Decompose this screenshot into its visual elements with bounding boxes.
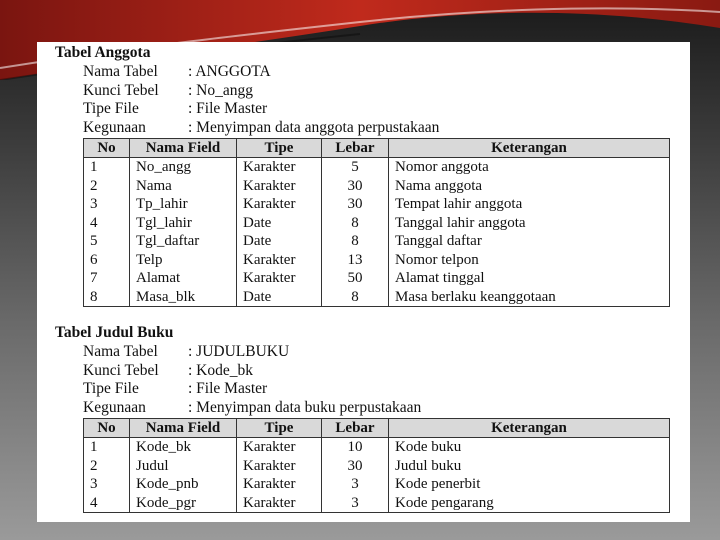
meta-row bbox=[83, 100, 683, 119]
meta-key: Nama Tabel bbox=[83, 343, 158, 360]
table-cell: 1 bbox=[84, 438, 130, 457]
table-cell: 3 bbox=[322, 494, 389, 513]
meta-value: : Menyimpan data anggota perpustakaan bbox=[188, 118, 440, 136]
table-cell: Judul buku bbox=[389, 457, 670, 476]
meta-row bbox=[83, 380, 683, 399]
table-cell: Nama anggota bbox=[389, 177, 670, 196]
table-cell: 1 bbox=[84, 158, 130, 177]
table-row bbox=[84, 177, 670, 196]
document-page bbox=[37, 42, 690, 522]
table-cell: Tp_lahir bbox=[130, 195, 237, 214]
meta-row bbox=[83, 63, 683, 82]
table-cell: Telp bbox=[130, 251, 237, 270]
table-cell: 6 bbox=[84, 251, 130, 270]
meta-value: : File Master bbox=[188, 100, 268, 117]
table-cell: Karakter bbox=[237, 494, 322, 513]
column-header: Lebar bbox=[322, 419, 389, 438]
table-cell: 3 bbox=[84, 195, 130, 214]
meta-row bbox=[83, 362, 683, 381]
table-cell: Karakter bbox=[237, 158, 322, 177]
table-cell: 3 bbox=[84, 475, 130, 494]
meta-key: Kunci Tebel bbox=[83, 81, 159, 99]
table-row bbox=[84, 232, 670, 251]
table-cell: 2 bbox=[84, 177, 130, 196]
table-cell: Karakter bbox=[237, 251, 322, 270]
table-cell: Karakter bbox=[237, 177, 322, 196]
table-cell: Karakter bbox=[237, 438, 322, 457]
meta-key: Kegunaan bbox=[83, 398, 146, 416]
table-row bbox=[84, 158, 670, 177]
column-header: Nama Field bbox=[130, 419, 237, 438]
table2-meta bbox=[83, 343, 683, 417]
table-cell: 2 bbox=[84, 457, 130, 476]
table-cell: Karakter bbox=[237, 269, 322, 288]
table-cell: Kode_bk bbox=[130, 438, 237, 457]
table-cell: 4 bbox=[84, 214, 130, 233]
table-row bbox=[84, 214, 670, 233]
table-cell: 30 bbox=[322, 457, 389, 476]
column-header: Tipe bbox=[237, 419, 322, 438]
table-header-row bbox=[84, 419, 670, 438]
table-cell: Karakter bbox=[237, 475, 322, 494]
table-cell: 7 bbox=[84, 269, 130, 288]
meta-key: Tipe File bbox=[83, 100, 139, 117]
table-cell: Alamat bbox=[130, 269, 237, 288]
table-cell: 8 bbox=[84, 288, 130, 307]
table-cell: 5 bbox=[84, 232, 130, 251]
meta-key: Kunci Tebel bbox=[83, 361, 159, 379]
table-row bbox=[84, 494, 670, 513]
table-cell: No_angg bbox=[130, 158, 237, 177]
table-cell: 4 bbox=[84, 494, 130, 513]
table-cell: Date bbox=[237, 214, 322, 233]
meta-key: Tipe File bbox=[83, 380, 139, 397]
table-cell: Kode buku bbox=[389, 438, 670, 457]
table-cell: Nomor telpon bbox=[389, 251, 670, 270]
table-cell: Kode_pnb bbox=[130, 475, 237, 494]
table-row bbox=[84, 195, 670, 214]
table-cell: Masa berlaku keanggotaan bbox=[389, 288, 670, 307]
table-row bbox=[84, 288, 670, 307]
column-header: Keterangan bbox=[389, 139, 670, 158]
meta-row bbox=[83, 399, 683, 418]
column-header: Lebar bbox=[322, 139, 389, 158]
table-row bbox=[84, 251, 670, 270]
table-cell: 8 bbox=[322, 232, 389, 251]
table-cell: Tgl_daftar bbox=[130, 232, 237, 251]
column-header: No bbox=[84, 139, 130, 158]
table-cell: Date bbox=[237, 288, 322, 307]
meta-row bbox=[83, 343, 683, 362]
table-cell: 5 bbox=[322, 158, 389, 177]
meta-row bbox=[83, 82, 683, 101]
column-header: Keterangan bbox=[389, 419, 670, 438]
column-header: Nama Field bbox=[130, 139, 237, 158]
table-cell: Judul bbox=[130, 457, 237, 476]
table-cell: Kode penerbit bbox=[389, 475, 670, 494]
table-cell: 8 bbox=[322, 214, 389, 233]
table-cell: 13 bbox=[322, 251, 389, 270]
column-header: Tipe bbox=[237, 139, 322, 158]
table-row bbox=[84, 457, 670, 476]
table-cell: 50 bbox=[322, 269, 389, 288]
meta-key: Nama Tabel bbox=[83, 63, 158, 80]
meta-value: : File Master bbox=[188, 380, 268, 397]
meta-value: : No_angg bbox=[188, 81, 254, 99]
table-cell: Karakter bbox=[237, 195, 322, 214]
table-cell: Alamat tinggal bbox=[389, 269, 670, 288]
table2-title: Tabel Judul Buku bbox=[55, 324, 174, 341]
table1-title: Tabel Anggota bbox=[55, 44, 151, 61]
table-header-row bbox=[84, 139, 670, 158]
table-cell: Masa_blk bbox=[130, 288, 237, 307]
meta-value: : Menyimpan data buku perpustakaan bbox=[188, 398, 422, 416]
table-cell: Nama bbox=[130, 177, 237, 196]
meta-value: : JUDULBUKU bbox=[188, 343, 290, 360]
table-cell: Tgl_lahir bbox=[130, 214, 237, 233]
table-cell: 3 bbox=[322, 475, 389, 494]
anggota-table bbox=[83, 138, 670, 307]
column-header: No bbox=[84, 419, 130, 438]
table-cell: Date bbox=[237, 232, 322, 251]
table-cell: 10 bbox=[322, 438, 389, 457]
table-cell: 30 bbox=[322, 177, 389, 196]
table1-meta bbox=[83, 63, 683, 137]
judulbuku-table bbox=[83, 418, 670, 513]
table-row bbox=[84, 475, 670, 494]
table-cell: Nomor anggota bbox=[389, 158, 670, 177]
table-cell: Tanggal lahir anggota bbox=[389, 214, 670, 233]
table-cell: Tanggal daftar bbox=[389, 232, 670, 251]
meta-key: Kegunaan bbox=[83, 118, 146, 136]
meta-value: : ANGGOTA bbox=[188, 63, 271, 80]
table-cell: Tempat lahir anggota bbox=[389, 195, 670, 214]
meta-value: : Kode_bk bbox=[188, 361, 254, 379]
table-cell: 8 bbox=[322, 288, 389, 307]
table-row bbox=[84, 438, 670, 457]
meta-row bbox=[83, 119, 683, 138]
table-cell: Karakter bbox=[237, 457, 322, 476]
table-cell: Kode_pgr bbox=[130, 494, 237, 513]
table-row bbox=[84, 269, 670, 288]
table-cell: Kode pengarang bbox=[389, 494, 670, 513]
table-cell: 30 bbox=[322, 195, 389, 214]
